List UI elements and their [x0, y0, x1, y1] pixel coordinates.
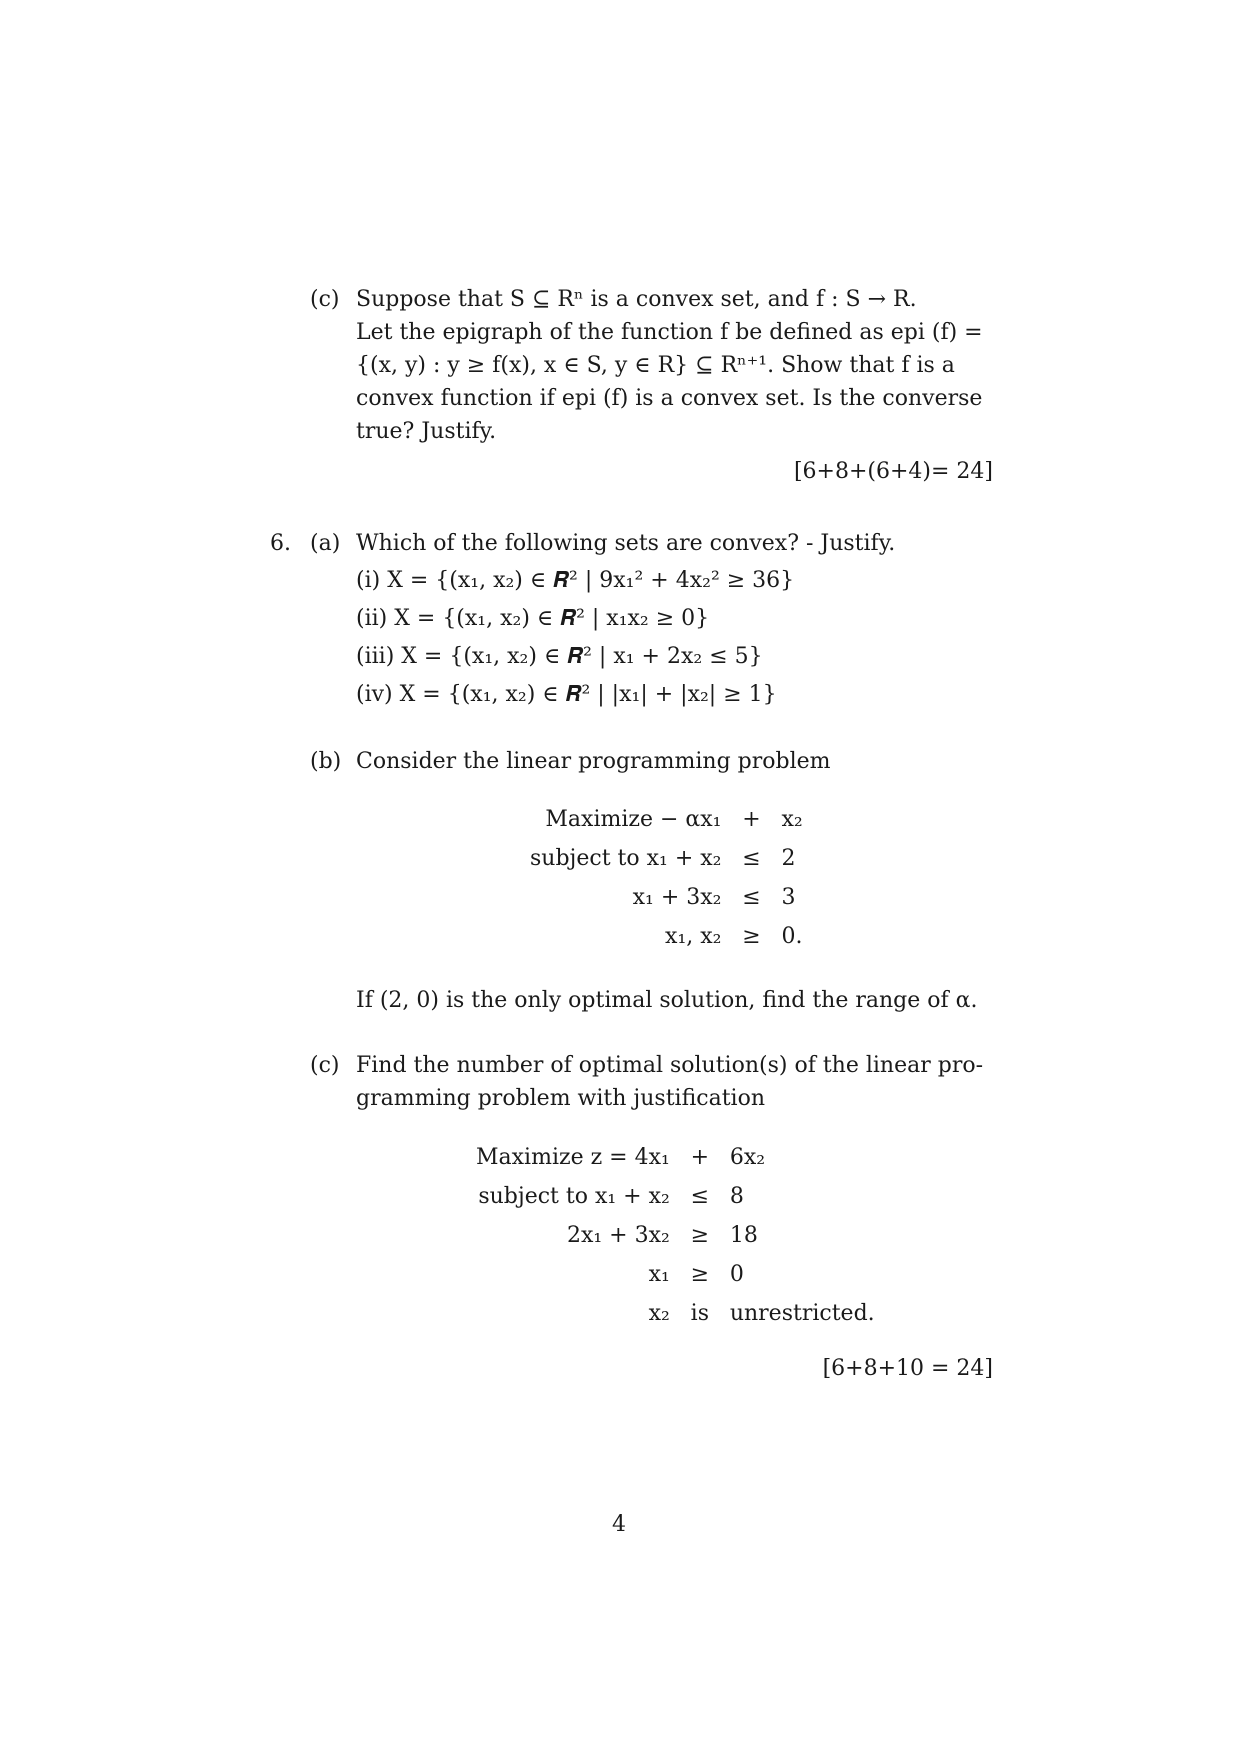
- q6a-item-i: (i) X = {(x₁, x₂) ∈ 𝑹² | 9x₁² + 4x₂² ≥ 36}: [356, 568, 795, 593]
- q5c-line-1: Suppose that S ⊆ Rⁿ is a convex set, and f : S → R.: [356, 287, 917, 312]
- q6b-lp-rel: ≤: [742, 885, 761, 910]
- q5c-line-3: {(x, y) : y ≥ f(x), x ∈ S, y ∈ R} ⊆ Rⁿ⁺¹. Show that f is a: [356, 353, 955, 378]
- q6a-label: (a): [310, 531, 341, 556]
- q6b-label: (b): [310, 749, 342, 774]
- q6c-lp-row: [470, 1255, 881, 1294]
- q6c-lp-rel: ≥: [690, 1262, 710, 1287]
- q6c-prompt-line-1: Find the number of optimal solution(s) of the linear pro-: [356, 1053, 984, 1078]
- q6c-label: (c): [310, 1053, 340, 1078]
- q6b-lp-right: 2: [781, 846, 796, 871]
- q6c-lp-right: 8: [729, 1184, 744, 1209]
- q6b-question: If (2, 0) is the only optimal solution, find the range of α.: [356, 988, 978, 1013]
- q6b-lp-left: x₁ + 3x₂: [632, 885, 722, 910]
- q5c-line-5: true? Justify.: [356, 419, 497, 444]
- q6-number: 6.: [270, 531, 291, 556]
- q6b-lp-rel: ≥: [742, 924, 761, 949]
- q6c-lp-row: [470, 1177, 881, 1216]
- page-number: 4: [612, 1512, 626, 1537]
- q6b-lp-left: Maximize − αx₁: [545, 807, 722, 832]
- q6b-lp-row: [524, 878, 809, 917]
- q6b-lp-row: [524, 917, 809, 956]
- q6c-lp-row: [470, 1138, 881, 1177]
- q6b-lp-rel: ≤: [742, 846, 761, 871]
- q6c-lp-table: [470, 1138, 881, 1333]
- q6b-lp-row: [524, 800, 809, 839]
- q6c-lp-rel: ≤: [690, 1184, 710, 1209]
- q6b-lp-right: 0.: [781, 924, 803, 949]
- q6a-prompt: Which of the following sets are convex? - Justify.: [356, 531, 896, 556]
- q6b-lp-row: [524, 839, 809, 878]
- q5c-label: (c): [310, 287, 340, 312]
- q6c-lp-left: subject to x₁ + x₂: [478, 1184, 670, 1209]
- q6b-lp-left: x₁, x₂: [665, 924, 722, 949]
- q6c-lp-right: 6x₂: [729, 1145, 766, 1170]
- q6b-lp-rel: +: [742, 807, 761, 832]
- q5c-line-2: Let the epigraph of the function f be defined as epi (f) =: [356, 320, 983, 345]
- q6b-lp-right: 3: [781, 885, 796, 910]
- q6a-item-iii: (iii) X = {(x₁, x₂) ∈ 𝑹² | x₁ + 2x₂ ≤ 5}: [356, 644, 763, 669]
- q6b-lp-table: [524, 800, 809, 956]
- q6c-lp-left: Maximize z = 4x₁: [476, 1145, 670, 1170]
- q6c-prompt-line-2: gramming problem with justification: [356, 1086, 765, 1111]
- q6c-lp-row: [470, 1216, 881, 1255]
- q6c-lp-right: unrestricted.: [729, 1301, 875, 1326]
- q6c-lp-right: 0: [729, 1262, 744, 1287]
- q6c-lp-right: 18: [729, 1223, 758, 1248]
- q6b-prompt: Consider the linear programming problem: [356, 749, 831, 774]
- q6b-lp-left: subject to x₁ + x₂: [530, 846, 722, 871]
- q5-marks: [6+8+(6+4)= 24]: [793, 459, 993, 484]
- q6a-item-iv: (iv) X = {(x₁, x₂) ∈ 𝑹² | |x₁| + |x₂| ≥ 1}: [356, 682, 777, 707]
- q6c-lp-left: x₂: [648, 1301, 670, 1326]
- q6c-lp-left: x₁: [648, 1262, 670, 1287]
- q6b-lp-right: x₂: [781, 807, 803, 832]
- q6c-lp-rel: ≥: [690, 1223, 710, 1248]
- q5c-line-4: convex function if epi (f) is a convex set. Is the converse: [356, 386, 983, 411]
- q6-marks: [6+8+10 = 24]: [822, 1356, 993, 1381]
- q6c-lp-rel: is: [690, 1301, 709, 1326]
- q6c-lp-rel: +: [690, 1145, 710, 1170]
- q6a-item-ii: (ii) X = {(x₁, x₂) ∈ 𝑹² | x₁x₂ ≥ 0}: [356, 606, 710, 631]
- q6c-lp-left: 2x₁ + 3x₂: [566, 1223, 670, 1248]
- q6c-lp-row: [470, 1294, 881, 1333]
